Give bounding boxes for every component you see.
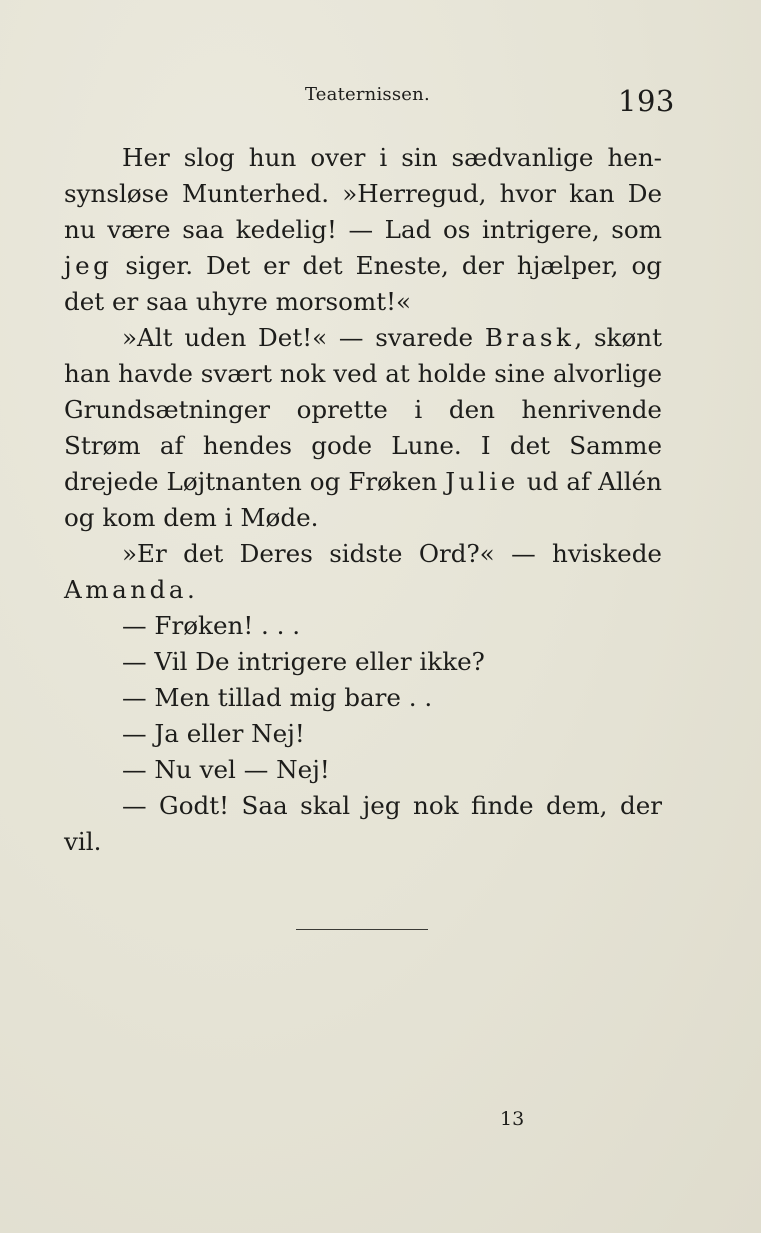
dialogue-line xyxy=(64,716,662,752)
paragraph xyxy=(64,140,662,320)
paragraph xyxy=(64,320,662,536)
text-run: — Men tillad mig bare . . xyxy=(122,683,433,712)
body-text xyxy=(64,140,662,860)
paragraph xyxy=(64,536,662,608)
running-head xyxy=(0,84,761,118)
text-run: »Er det Deres sidste Ord?« — hviskede xyxy=(122,539,662,568)
text-run: »Alt uden Det!« — svarede xyxy=(122,323,485,352)
text-run: . xyxy=(187,575,195,604)
dialogue-line xyxy=(64,788,662,860)
running-title: Teaternissen. xyxy=(305,84,430,105)
spaced-name: Brask xyxy=(484,323,575,352)
dialogue-line xyxy=(64,644,662,680)
spaced-word: jeg xyxy=(64,251,113,280)
spaced-name: Amanda xyxy=(64,575,187,604)
text-run: — Ja eller Nej! xyxy=(122,719,305,748)
spaced-name: Julie xyxy=(445,467,519,496)
text-run: — Frøken! . . . xyxy=(122,611,301,640)
text-run: , skønt han havde svært nok ved at holde sine alvorlige Grundsætninger oprette i den henrivende Strøm af hendes gode Lune. I det Samme drejede Løjtnanten og Frøken xyxy=(64,323,662,496)
dialogue-line xyxy=(64,608,662,644)
text-run: Her slog hun over i sin sædvanlige hen-synsløse Munterhed. »Herregud, hvor kan De nu være saa kedelig! — Lad os intrigere, som xyxy=(64,143,662,244)
page-number: 193 xyxy=(618,84,675,118)
dialogue-line xyxy=(64,752,662,788)
dialogue-line xyxy=(64,680,662,716)
text-run: — Nu vel — Nej! xyxy=(122,755,330,784)
text-run: — Godt! Saa skal jeg nok finde dem, der vil. xyxy=(64,791,662,856)
signature-mark: 13 xyxy=(500,1108,525,1130)
text-run: siger. Det er det Eneste, der hjælper, og det er saa uhyre morsomt!« xyxy=(64,251,662,316)
section-divider xyxy=(296,929,428,930)
text-run: — Vil De intrigere eller ikke? xyxy=(122,647,485,676)
text-run: ud af Allén og kom dem i Møde. xyxy=(64,467,663,532)
